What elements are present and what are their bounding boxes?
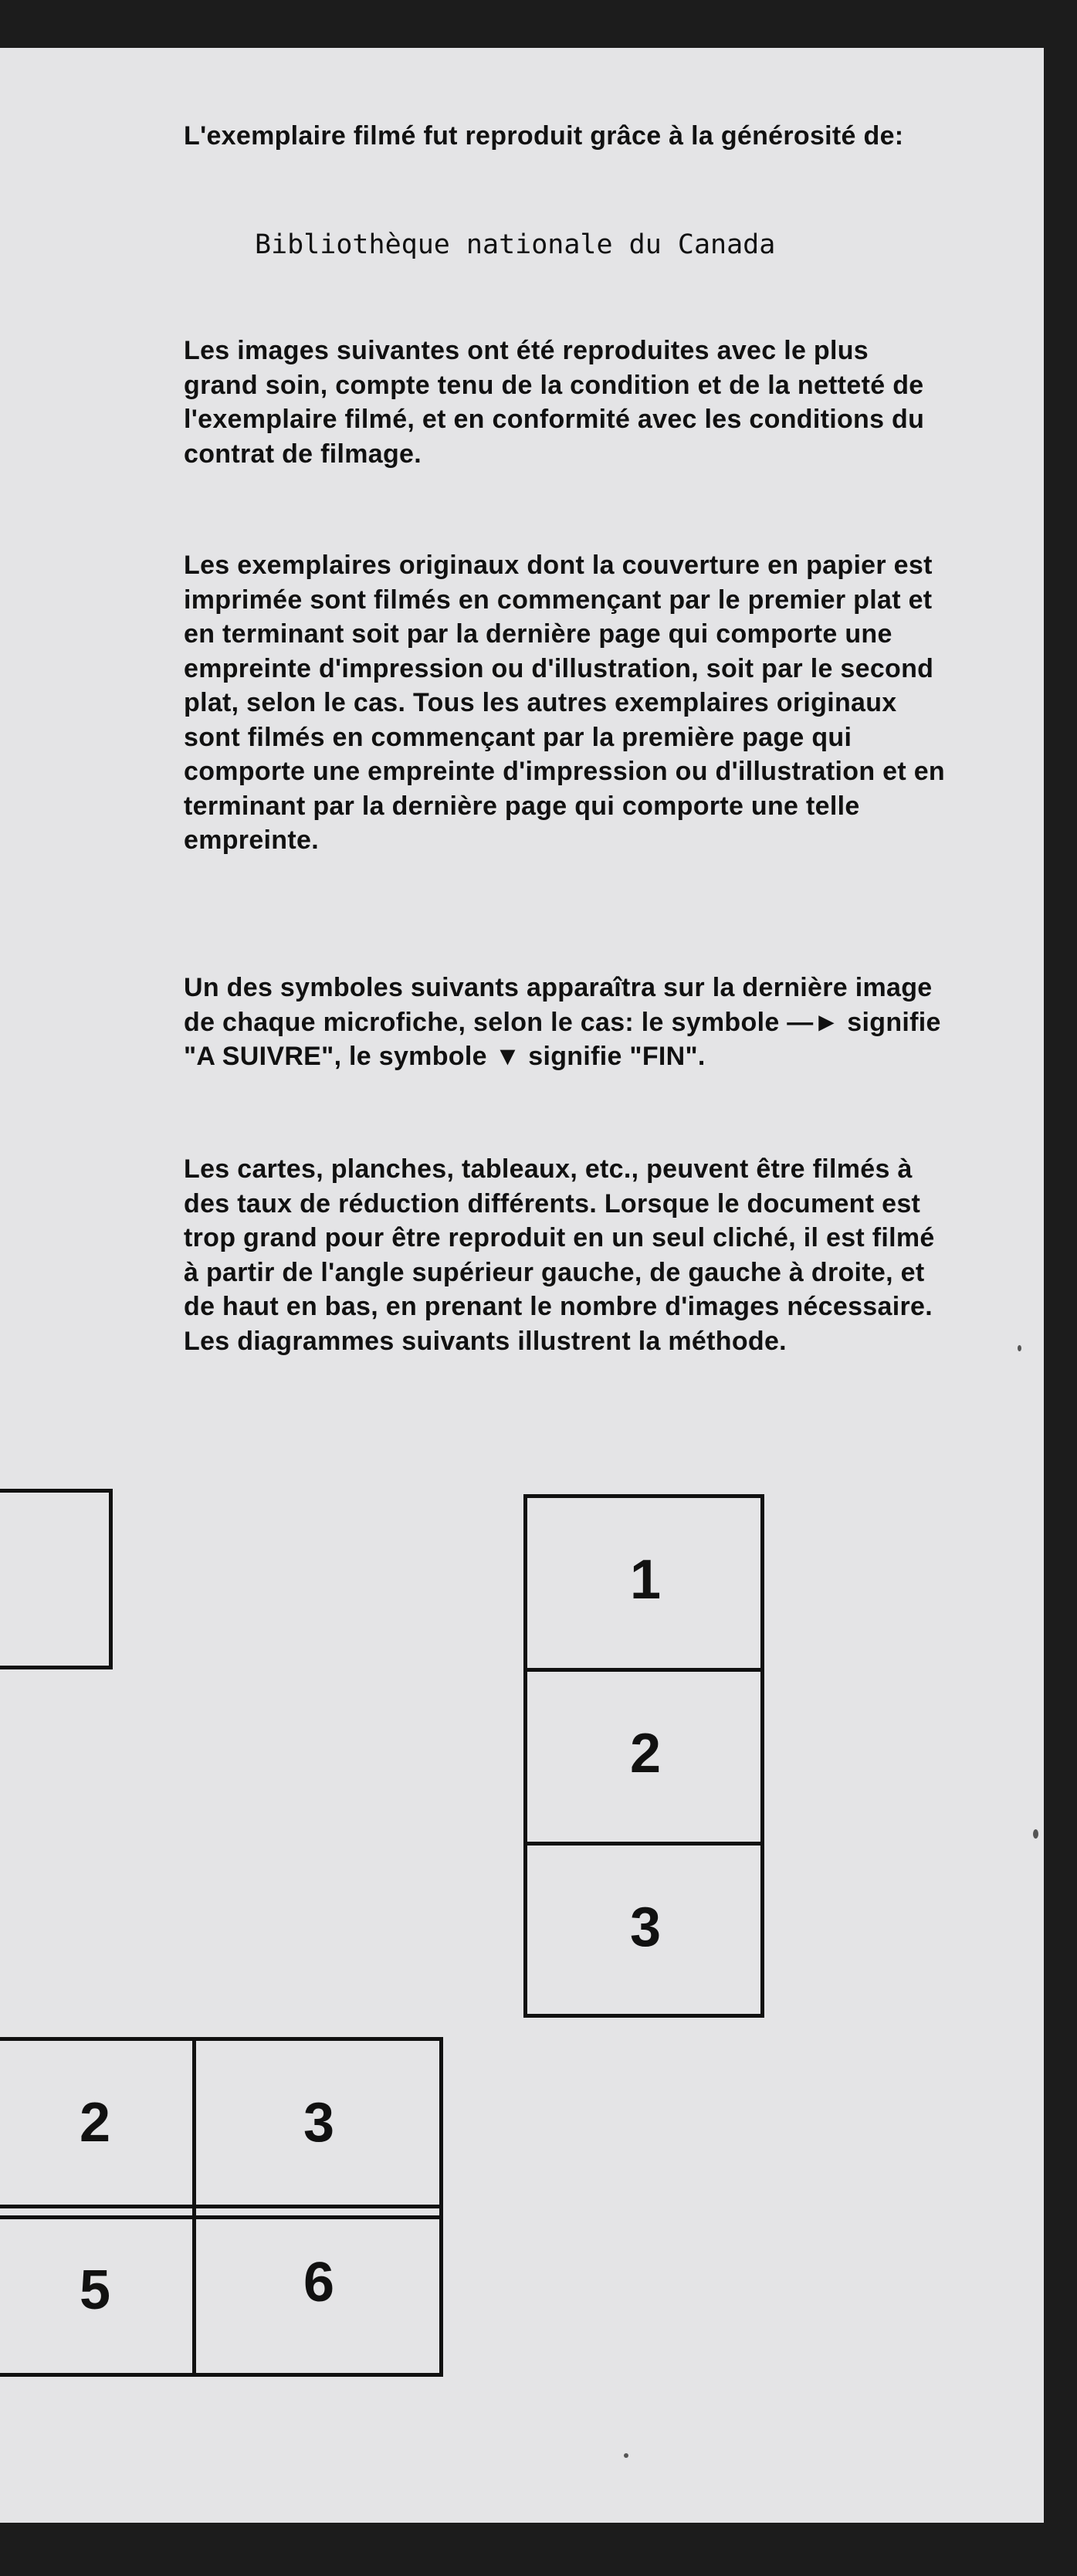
vertical-divider-1 xyxy=(527,1668,760,1672)
library-name: Bibliothèque nationale du Canada xyxy=(255,229,776,260)
vertical-diagram xyxy=(523,1494,764,2018)
vertical-cell-2: 2 xyxy=(629,1723,662,1785)
intro-text: L'exemplaire filmé fut reproduit grâce à la générosité de: xyxy=(184,121,904,151)
grid-cell-5: 5 xyxy=(79,2259,111,2321)
diagram-partial-box xyxy=(0,1489,113,1669)
microfiche-page xyxy=(0,48,1044,2523)
paragraph-method: Les cartes, planches, tableaux, etc., peuvent être filmés à des taux de réduction différents. Lorsque le document est trop grand pour être reproduit en un seul cliché, il est filmé à partir de l'angle supérieur gauche, de gauche à droite, et de haut en bas, en prenant le nombre d'images nécessaire. Les diagrammes suivants illustrent la méthode. xyxy=(184,1154,935,1356)
paragraph-care: Les images suivantes ont été reproduites avec le plus grand soin, compte tenu de la condition et de la netteté de l'exemplaire filmé, et en conformité avec les conditions du contrat de filmage. xyxy=(184,336,925,469)
dust-speck xyxy=(624,2453,628,2458)
dust-speck xyxy=(1033,1829,1038,1839)
vertical-cell-3: 3 xyxy=(629,1896,662,1958)
grid-cell-6: 6 xyxy=(303,2252,335,2313)
grid-cell-3: 3 xyxy=(303,2092,335,2154)
triangle-symbol-icon: ▼ xyxy=(494,1042,521,1071)
grid-divider-vertical xyxy=(192,2041,196,2215)
symbols-text-a: Un des symboles suivants apparaîtra sur la dernière image de chaque microfiche, selon le cas: le symbole xyxy=(184,973,933,1037)
paragraph-symbols xyxy=(184,971,948,1074)
vertical-divider-2 xyxy=(527,1842,760,1846)
symbols-text-b: signifie "A SUIVRE", le symbole xyxy=(184,1007,941,1071)
paragraph-originals: Les exemplaires originaux dont la couverture en papier est imprimée sont filmés en commençant par le premier plat et en terminant soit par la dernière page qui comporte une empreinte d'impression ou d'illustration, soit par le second plat, selon le cas. Tous les autres exemplaires originaux sont filmés en commençant par la première page qui comporte une empreinte d'impression ou d'illustration et en terminant par la dernière page qui comporte une telle empreinte. xyxy=(184,551,946,855)
dust-speck xyxy=(1018,1345,1021,1351)
grid-cell-2: 2 xyxy=(79,2092,111,2154)
grid-diagram xyxy=(0,2037,443,2219)
symbols-text-c: signifie "FIN". xyxy=(528,1042,706,1071)
grid-divider-vertical-lower xyxy=(192,2201,196,2373)
arrow-symbol-icon: —► xyxy=(787,1007,840,1037)
grid-diagram-lower xyxy=(0,2201,443,2377)
vertical-cell-1: 1 xyxy=(629,1549,662,1611)
